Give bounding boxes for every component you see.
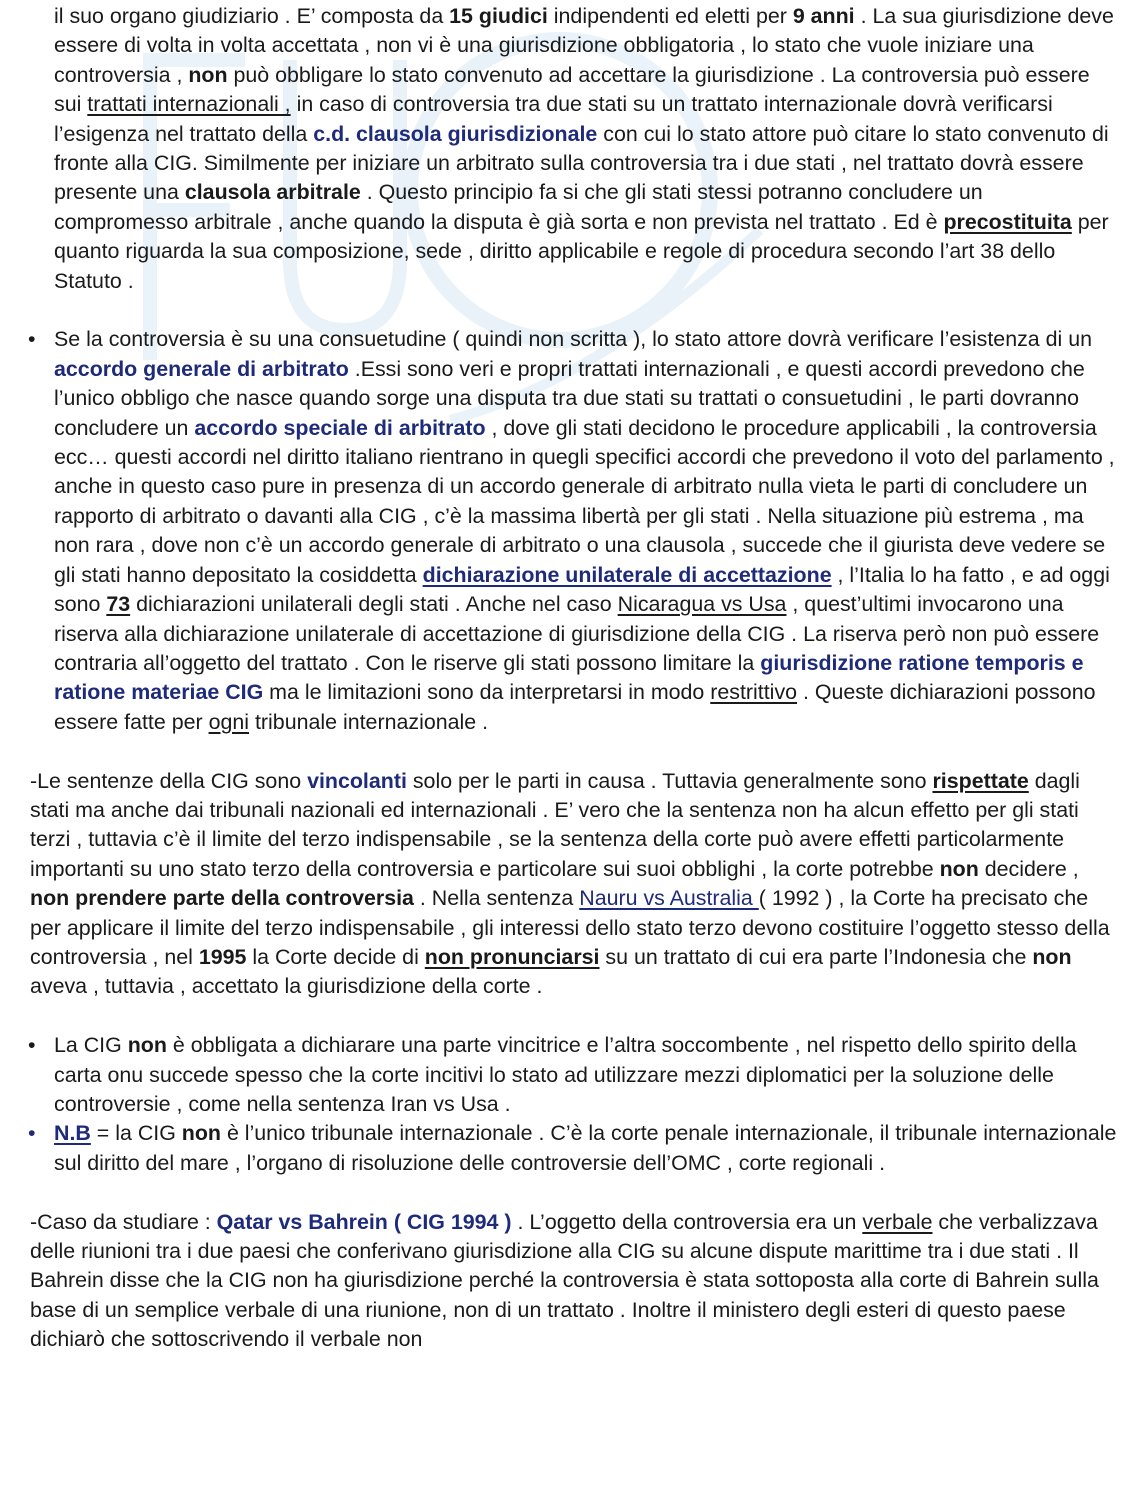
bullet-dot: • [28, 327, 36, 352]
bullet-consuetudine: • Se la controversia è su una consuetudine ( quindi non scritta ), lo stato attore dovrà verificare l’esistenza di un accordo generale di arbitrato .Essi sono veri e propri trattati internazionali , e questi accordi prevedono che l’unico obbligo che nasce quando sorge una disputa tra due stati su trattati o consuetudini , le parti dovranno concludere un accordo speciale di arbitrato , dove gli stati decidono le procedure applicabili , la controversia ecc… questi accordi nel diritto italiano rientrano in quegli specifici accordi che prevedono il voto del parlamento , anche in questo caso pure in presenza di un accordo generale di arbitrato nulla vieta le parti di concludere un rapporto di arbitrato o davanti alla CIG , c’è la massima libertà per gli stati . Nella situazione più estrema , ma non rara , dove non c’è un accordo generale di arbitrato o una clausola , succede che il giurista deve vedere se gli stati hanno depositato la cosiddetta dichiarazione unilaterale di accettazione , l’Italia lo ha fatto , e ad oggi sono 73 dichiarazioni unilaterali degli stati . Anche nel caso Nicaragua vs Usa , quest’ultimi invocarono una riserva alla dichiarazione unilaterale di accettazione di giurisdizione della CIG . La riserva però non può essere contraria all’oggetto del trattato . Con le riserve gli stati possono limitare la giurisdizione ratione temporis e ratione materiae CIG ma le limitazioni sono da interpretarsi in modo restrittivo . Queste dichiarazioni possono essere fatte per ogni tribunale internazionale . [28, 327, 1115, 734]
paragraph-qatar-bahrein: -Caso da studiare : Qatar vs Bahrein ( CIG 1994 ) . L’oggetto della controversia era un verbale che verbalizzava delle riunioni tra i due paesi che conferivano giurisdizione alla CIG su alcune dispute marittime tra i due stati . Il Bahrein disse che la CIG non ha giurisdizione perché la controversia è stata sottoposta alla corte di Bahrein sulla base di un semplice verbale di una riunione, non di un trattato . Inoltre il ministero degli esteri di questo paese dichiarò che sottoscrivendo il verbale non [30, 1209, 1099, 1352]
paragraph-sentenze: -Le sentenze della CIG sono vincolanti solo per le parti in causa . Tuttavia generalmente sono rispettate dagli stati ma anche dai tribunali nazionali ed internazionali . E’ vero che la sentenza non ha alcun effetto per gli stati terzi , tuttavia c’è il limite del terzo indispensabile , se la sentenza della corte può avere effetti particolarmente importanti su uno stato terzo della controversia e particolare sui suoi obblighi , la corte potrebbe non decidere , non prendere parte della controversia . Nella sentenza Nauru vs Australia ( 1992 ) , la Corte ha precisato che per applicare il limite del terzo indispensabile , gli interessi dello stato terzo devono costituire l’oggetto stesso della controversia , nel 1995 la Corte decide di non pronunciarsi su un trattato di cui era parte l’Indonesia che non aveva , tuttavia , accettato la giurisdizione della corte . [30, 768, 1110, 999]
bullet-dot: • [28, 1121, 36, 1146]
link-dichiarazione-unilaterale[interactable]: dichiarazione unilaterale di accettazione [422, 562, 832, 587]
paragraph-cig-composition: il suo organo giudiziario . E’ composta da 15 giudici indipendenti ed eletti per 9 anni . La sua giurisdizione deve essere di volta in volta accettata , non vi è una giurisdizione obbligatoria , lo stato che vuole iniziare una controversia , non può obbligare lo stato convenuto ad accettare la giurisdizione . La controversia può essere sui trattati internazionali , in caso di controversia tra due stati su un trattato internazionale dovrà verificarsi l’esigenza nel trattato della c.d. clausola giurisdizionale con cui lo stato attore può citare lo stato convenuto di fronte alla CIG. Similmente per iniziare un arbitrato sulla controversia tra i due stati , nel trattato dovrà essere presente una clausola arbitrale . Questo principio fa si che gli stati stessi potranno concludere un compromesso arbitrale , anche quando la disputa è già sorta e non prevista nel trattato . Ed è precostituita per quanto riguarda la sua composizione, sede , diritto applicabile e regole di procedura secondo l’art 38 dello Statuto . [54, 4, 1114, 293]
bullet-nb: • N.B = la CIG non è l’unico tribunale internazionale . C’è la corte penale internazionale, il tribunale internazionale sul diritto del mare , l’organo di risoluzione delle controversie dell’OMC , corte regionali . [28, 1121, 1117, 1175]
bullet-cig-non-obbligata: • La CIG non è obbligata a dichiarare una parte vincitrice e l’altra soccombente , nel rispetto dello spirito della carta onu succede spesso che la corte incitivi lo stato ad utilizzare mezzi diplomatici per la soluzione delle controversie , come nella sentenza Iran vs Usa . [28, 1033, 1077, 1116]
link-nb[interactable]: N.B [54, 1121, 91, 1146]
link-nauru-vs-australia[interactable]: Nauru vs Australia [579, 886, 759, 911]
bullet-dot: • [28, 1033, 36, 1058]
